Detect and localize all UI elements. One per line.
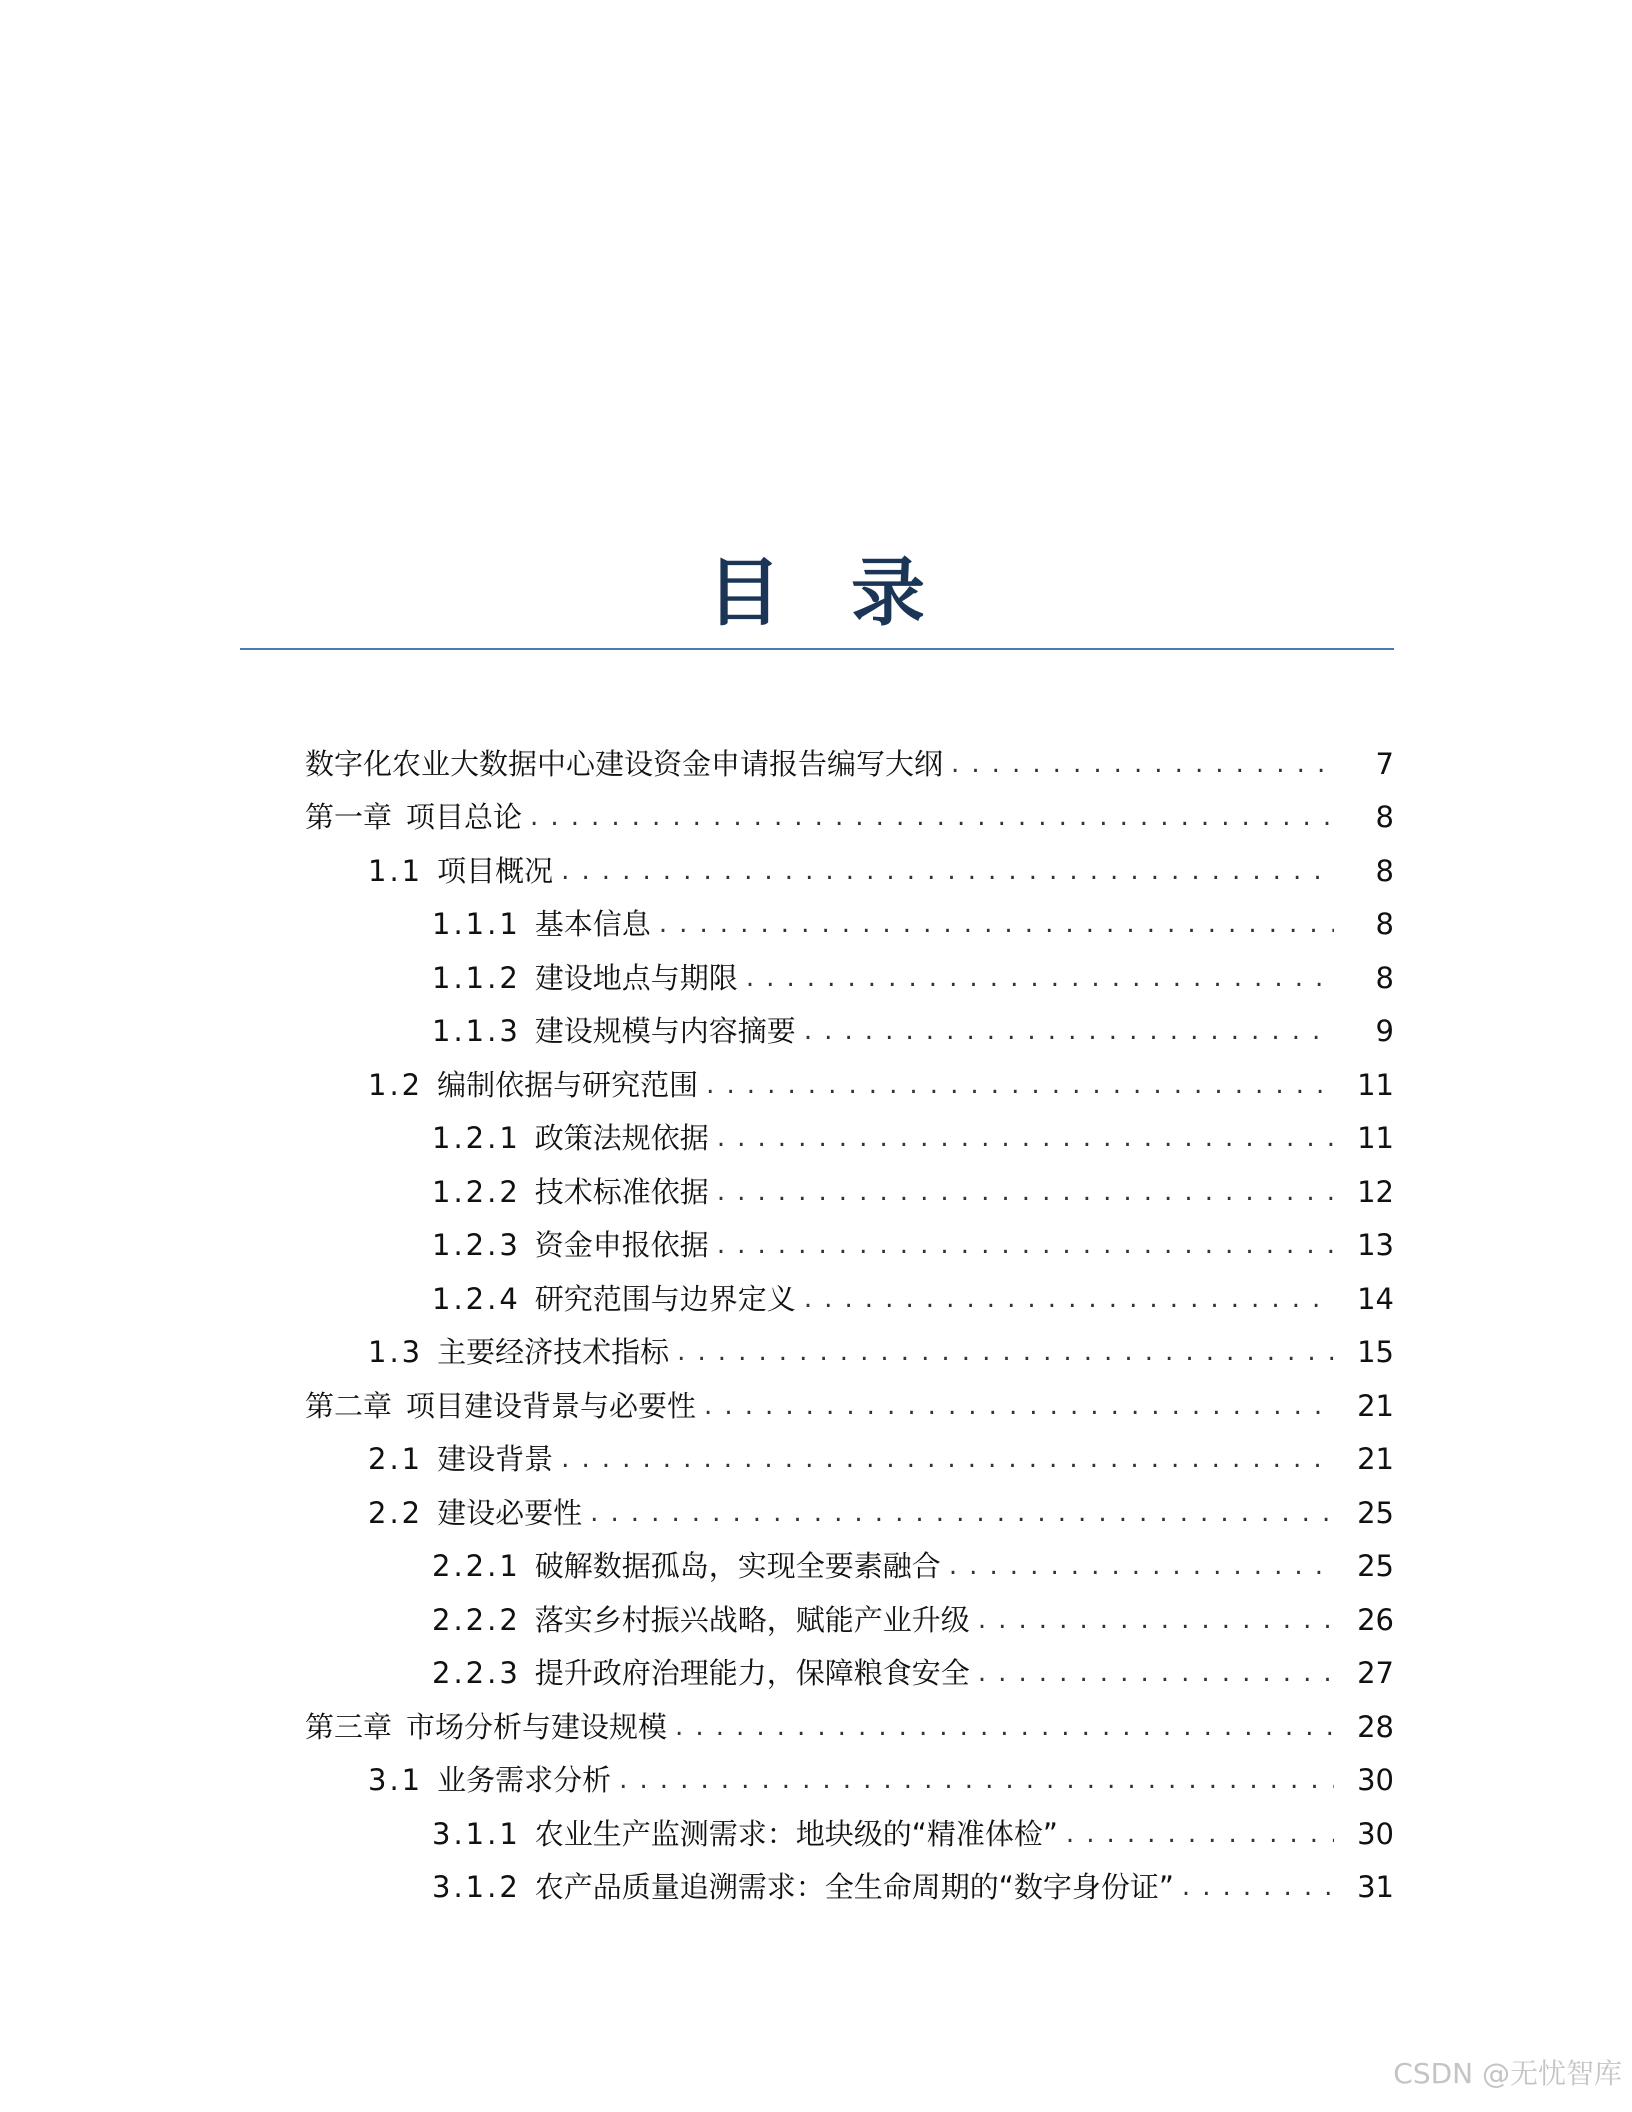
toc-entry-number: 3.1.2 bbox=[432, 1870, 521, 1905]
toc-entry-title: 主要经济技术指标 bbox=[437, 1335, 670, 1370]
toc-entry-number: 2.2.1 bbox=[432, 1549, 521, 1584]
toc-entry-title: 技术标准依据 bbox=[534, 1174, 709, 1209]
toc-page-number: 31 bbox=[1357, 1870, 1394, 1905]
title-divider bbox=[240, 648, 1394, 650]
toc-entry-number: 2.2.2 bbox=[432, 1602, 521, 1637]
toc-entry-number: 第一章 bbox=[305, 800, 393, 835]
toc-dot-leader bbox=[704, 1388, 1334, 1424]
toc-dot-leader bbox=[746, 960, 1334, 996]
toc-dot-leader bbox=[949, 1548, 1334, 1584]
toc-entry[interactable] bbox=[0, 1647, 1632, 1701]
toc-page-number: 27 bbox=[1357, 1656, 1394, 1691]
toc-dot-leader bbox=[978, 1655, 1334, 1691]
toc-entry-number: 1.2.3 bbox=[432, 1228, 521, 1263]
toc-dot-leader bbox=[619, 1762, 1334, 1798]
toc-entry-number: 1.1.3 bbox=[432, 1014, 521, 1049]
toc-page-number: 12 bbox=[1357, 1174, 1394, 1209]
toc-entry-number: 2.1 bbox=[368, 1442, 424, 1477]
toc-entry-number: 1.2 bbox=[368, 1067, 424, 1102]
toc-dot-leader bbox=[717, 1120, 1334, 1156]
toc-dot-leader bbox=[978, 1602, 1334, 1638]
toc-entry-number: 1.3 bbox=[368, 1335, 424, 1370]
toc-dot-leader bbox=[675, 1709, 1334, 1745]
toc-entry[interactable] bbox=[0, 951, 1632, 1005]
toc-entry[interactable] bbox=[0, 844, 1632, 898]
toc-entry-number: 第二章 bbox=[305, 1388, 393, 1423]
toc-page-number: 30 bbox=[1357, 1816, 1394, 1851]
toc-entry[interactable] bbox=[0, 1005, 1632, 1059]
toc-page-number: 28 bbox=[1357, 1709, 1394, 1744]
toc-dot-leader bbox=[561, 1441, 1334, 1477]
toc-entry-title: 农产品质量追溯需求：全生命周期的“数字身份证” bbox=[534, 1870, 1174, 1905]
table-of-contents bbox=[0, 737, 1632, 1914]
toc-dot-leader bbox=[1066, 1816, 1334, 1852]
toc-page-number: 14 bbox=[1357, 1281, 1394, 1316]
toc-entry[interactable] bbox=[0, 1861, 1632, 1915]
toc-dot-leader bbox=[590, 1495, 1334, 1531]
toc-page-number: 21 bbox=[1357, 1442, 1394, 1477]
toc-entry-number: 1.2.1 bbox=[432, 1121, 521, 1156]
toc-page-number: 8 bbox=[1375, 853, 1394, 888]
toc-entry-title: 资金申报依据 bbox=[534, 1228, 709, 1263]
toc-entry-number: 1.1.1 bbox=[432, 907, 521, 942]
toc-entry-number: 1.1.2 bbox=[432, 960, 521, 995]
toc-entry-title: 编制依据与研究范围 bbox=[437, 1067, 699, 1102]
watermark: CSDN @无忧智库 bbox=[1393, 2057, 1622, 2090]
toc-entry[interactable] bbox=[0, 791, 1632, 845]
toc-entry-title: 建设规模与内容摘要 bbox=[534, 1014, 796, 1049]
toc-entry-title: 数字化农业大数据中心建设资金申请报告编写大纲 bbox=[305, 746, 944, 781]
toc-entry-title: 建设必要性 bbox=[437, 1495, 583, 1530]
toc-page-number: 8 bbox=[1375, 907, 1394, 942]
toc-entry-title: 项目概况 bbox=[437, 853, 554, 888]
toc-entry-title: 项目建设背景与必要性 bbox=[406, 1388, 697, 1423]
toc-entry[interactable] bbox=[0, 1165, 1632, 1219]
toc-entry[interactable] bbox=[0, 737, 1632, 791]
toc-entry-title: 政策法规依据 bbox=[534, 1121, 709, 1156]
toc-entry-number: 3.1.1 bbox=[432, 1816, 521, 1851]
toc-dot-leader bbox=[706, 1067, 1334, 1103]
toc-entry[interactable] bbox=[0, 1058, 1632, 1112]
toc-page-number: 15 bbox=[1357, 1335, 1394, 1370]
toc-dot-leader bbox=[677, 1334, 1334, 1370]
toc-entry[interactable] bbox=[0, 1807, 1632, 1861]
toc-page-number: 13 bbox=[1357, 1228, 1394, 1263]
toc-entry-title: 项目总论 bbox=[406, 800, 523, 835]
toc-page-number: 7 bbox=[1375, 746, 1394, 781]
toc-entry-title: 基本信息 bbox=[534, 907, 651, 942]
toc-entry-number: 1.1 bbox=[368, 853, 424, 888]
toc-entry[interactable] bbox=[0, 898, 1632, 952]
toc-dot-leader bbox=[530, 799, 1334, 835]
toc-dot-leader bbox=[804, 1013, 1334, 1049]
toc-page-number: 21 bbox=[1357, 1388, 1394, 1423]
toc-dot-leader bbox=[1182, 1869, 1334, 1905]
toc-entry-title: 破解数据孤岛，实现全要素融合 bbox=[534, 1549, 941, 1584]
toc-entry-title: 落实乡村振兴战略，赋能产业升级 bbox=[534, 1602, 970, 1637]
toc-entry-title: 市场分析与建设规模 bbox=[406, 1709, 668, 1744]
toc-page-number: 11 bbox=[1357, 1067, 1394, 1102]
toc-entry[interactable] bbox=[0, 1219, 1632, 1273]
toc-page-number: 8 bbox=[1375, 960, 1394, 995]
toc-page-number: 8 bbox=[1375, 800, 1394, 835]
toc-entry[interactable] bbox=[0, 1540, 1632, 1594]
toc-dot-leader bbox=[561, 853, 1334, 889]
toc-entry[interactable] bbox=[0, 1593, 1632, 1647]
toc-page-number: 30 bbox=[1357, 1763, 1394, 1798]
toc-entry[interactable] bbox=[0, 1112, 1632, 1166]
toc-entry[interactable] bbox=[0, 1486, 1632, 1540]
toc-entry-number: 1.2.2 bbox=[432, 1174, 521, 1209]
toc-entry[interactable] bbox=[0, 1272, 1632, 1326]
toc-entry[interactable] bbox=[0, 1754, 1632, 1808]
toc-entry-title: 研究范围与边界定义 bbox=[534, 1281, 796, 1316]
toc-entry-number: 2.2 bbox=[368, 1495, 424, 1530]
toc-page-number: 25 bbox=[1357, 1549, 1394, 1584]
toc-entry[interactable] bbox=[0, 1433, 1632, 1487]
toc-page-number: 9 bbox=[1375, 1014, 1394, 1049]
toc-entry[interactable] bbox=[0, 1326, 1632, 1380]
toc-entry-title: 农业生产监测需求：地块级的“精准体检” bbox=[534, 1816, 1058, 1851]
toc-entry-title: 建设背景 bbox=[437, 1442, 554, 1477]
toc-page-number: 26 bbox=[1357, 1602, 1394, 1637]
toc-entry-title: 提升政府治理能力，保障粮食安全 bbox=[534, 1656, 970, 1691]
toc-entry-number: 第三章 bbox=[305, 1709, 393, 1744]
toc-page-number: 25 bbox=[1357, 1495, 1394, 1530]
toc-dot-leader bbox=[717, 1174, 1334, 1210]
toc-dot-leader bbox=[951, 746, 1334, 782]
toc-page-number: 11 bbox=[1357, 1121, 1394, 1156]
toc-dot-leader bbox=[804, 1281, 1334, 1317]
page-title: 目录 bbox=[707, 550, 995, 636]
toc-dot-leader bbox=[659, 906, 1334, 942]
toc-entry[interactable] bbox=[0, 1700, 1632, 1754]
toc-entry-number: 1.2.4 bbox=[432, 1281, 521, 1316]
toc-entry-title: 建设地点与期限 bbox=[534, 960, 738, 995]
toc-entry-title: 业务需求分析 bbox=[437, 1763, 612, 1798]
toc-entry-number: 2.2.3 bbox=[432, 1656, 521, 1691]
toc-entry[interactable] bbox=[0, 1379, 1632, 1433]
toc-entry-number: 3.1 bbox=[368, 1763, 424, 1798]
toc-dot-leader bbox=[717, 1227, 1334, 1263]
